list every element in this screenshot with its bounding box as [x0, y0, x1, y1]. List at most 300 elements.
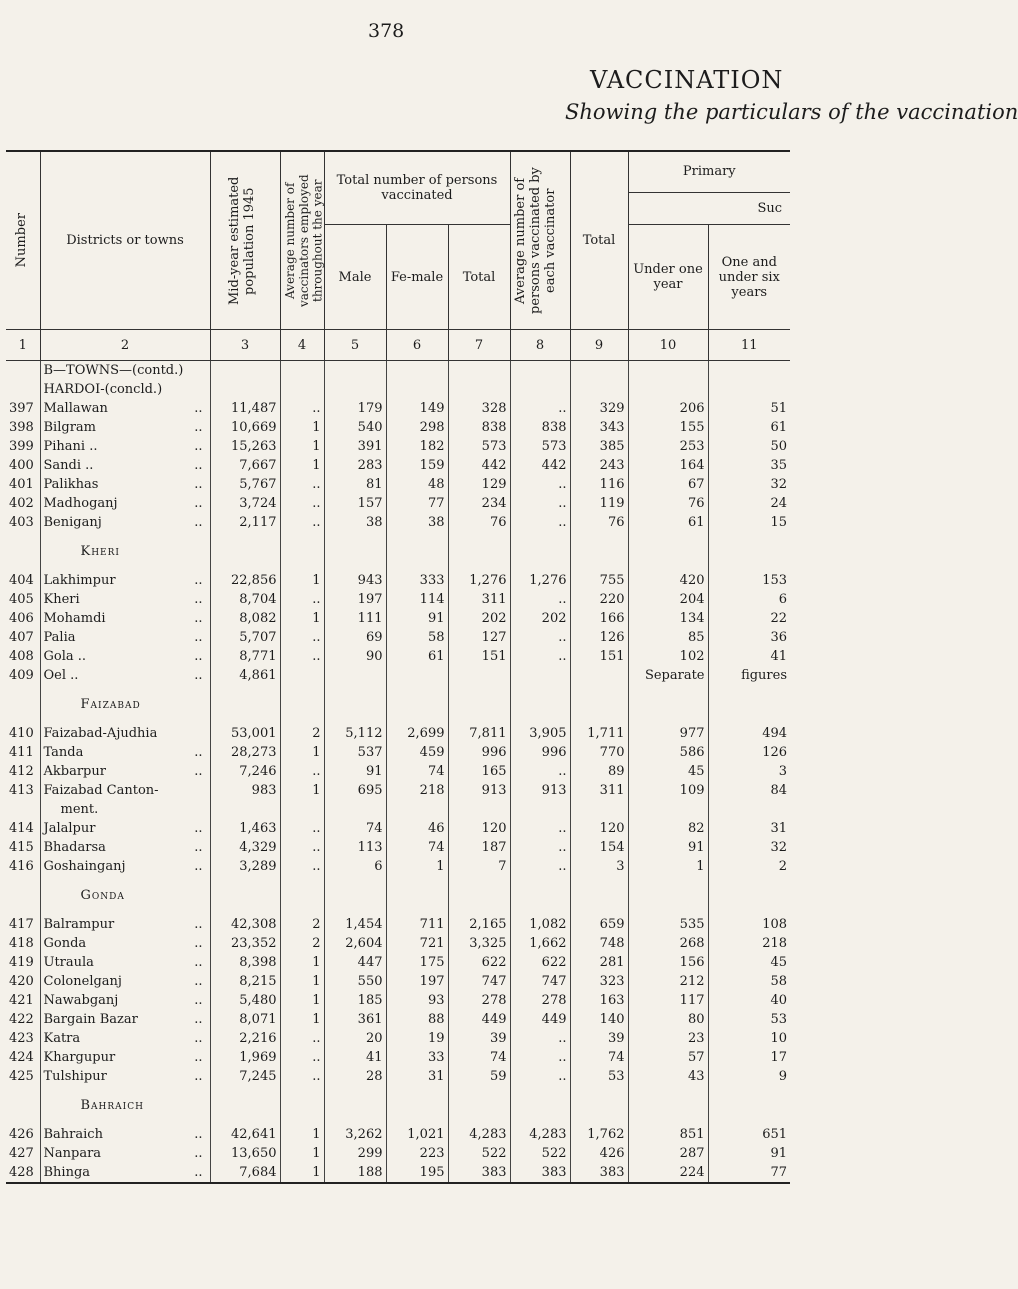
district-heading-row [6, 695, 790, 714]
cell-one6: 41 [708, 647, 790, 666]
spacer-row [6, 1115, 790, 1125]
cell-total: 311 [448, 590, 510, 609]
cell-total: 39 [448, 1029, 510, 1048]
cell-under1: 67 [628, 475, 708, 494]
cell-female: 459 [386, 743, 448, 762]
table-row [6, 762, 790, 781]
cell-male: 91 [324, 762, 386, 781]
table-row [6, 781, 790, 800]
header-districts: Districts or towns [40, 151, 210, 330]
column-number: 10 [628, 330, 708, 361]
cell-female: 182 [386, 437, 448, 456]
cell-female [386, 666, 448, 685]
cell-vac: .. [280, 494, 324, 513]
cell-pop: 10,669 [210, 418, 280, 437]
cell-male: 537 [324, 743, 386, 762]
town-name: Gola .. .. [40, 647, 210, 666]
cell-avg: .. [510, 1048, 570, 1067]
cell-vac: 2 [280, 724, 324, 743]
cell-one6: 10 [708, 1029, 790, 1048]
cell-female: 2,699 [386, 724, 448, 743]
cell-male: 90 [324, 647, 386, 666]
cell-one6: 22 [708, 609, 790, 628]
cell-avg: 442 [510, 456, 570, 475]
cell-ptotal: 1,762 [570, 1125, 628, 1144]
cell-total: 7 [448, 857, 510, 876]
cell-avg: .. [510, 513, 570, 532]
cell-female: 77 [386, 494, 448, 513]
row-serial-number: 397 [9, 401, 34, 416]
cell-under1: 109 [628, 781, 708, 800]
cell-pop: 28,273 [210, 743, 280, 762]
table-row [6, 1048, 790, 1067]
cell-male: 361 [324, 1010, 386, 1029]
cell-under1: 287 [628, 1144, 708, 1163]
column-number: 5 [324, 330, 386, 361]
cell-pop: 3,289 [210, 857, 280, 876]
cell-under1: 164 [628, 456, 708, 475]
header-avg-per-vaccinator: Average number of persons vaccinated by each vaccinator [510, 151, 570, 330]
cell-ptotal: 126 [570, 628, 628, 647]
page-subtitle: Showing the particulars of the vaccination [565, 100, 1018, 124]
cell-male: 188 [324, 1163, 386, 1183]
column-number: 7 [448, 330, 510, 361]
town-name: Bhadarsa .. [40, 838, 210, 857]
cell-ptotal: 74 [570, 1048, 628, 1067]
cell-male: 157 [324, 494, 386, 513]
cell-one6: 50 [708, 437, 790, 456]
table-row [6, 647, 790, 666]
cell-ptotal: 323 [570, 972, 628, 991]
header-population: Mid-year estimated population 1945 [210, 151, 280, 330]
district-heading: Bahraich [40, 1096, 210, 1115]
row-serial-number: 398 [9, 420, 34, 435]
cell-ptotal: 163 [570, 991, 628, 1010]
cell-pop: 23,352 [210, 934, 280, 953]
cell-pop: 7,245 [210, 1067, 280, 1086]
district-heading-row [6, 1096, 790, 1115]
cell-female: 149 [386, 399, 448, 418]
row-serial-number: 423 [9, 1031, 34, 1046]
table-row [6, 857, 790, 876]
cell-male: 6 [324, 857, 386, 876]
cell-under1: 224 [628, 1163, 708, 1183]
cell-total: 3,325 [448, 934, 510, 953]
cell-ptotal: 281 [570, 953, 628, 972]
cell-under1: 1 [628, 857, 708, 876]
cell-under1: 134 [628, 609, 708, 628]
column-number: 8 [510, 330, 570, 361]
table-row [6, 819, 790, 838]
row-serial-number: 401 [9, 477, 34, 492]
cell-pop: 1,463 [210, 819, 280, 838]
cell-male: 179 [324, 399, 386, 418]
cell-under1: 85 [628, 628, 708, 647]
column-number: 1 [6, 330, 40, 361]
cell-ptotal: 119 [570, 494, 628, 513]
cell-vac: 2 [280, 915, 324, 934]
table-row [6, 494, 790, 513]
cell-female: 93 [386, 991, 448, 1010]
row-serial-number: 414 [9, 821, 34, 836]
cell-female: 19 [386, 1029, 448, 1048]
cell-pop: 4,861 [210, 666, 280, 685]
town-name: Sandi .. .. [40, 456, 210, 475]
cell-female: 91 [386, 609, 448, 628]
district-heading: Faizabad [40, 695, 210, 714]
cell-male: 74 [324, 819, 386, 838]
cell-under1: 43 [628, 1067, 708, 1086]
town-name: Mallawan .. [40, 399, 210, 418]
cell-male: 38 [324, 513, 386, 532]
table-row [6, 513, 790, 532]
row-serial-number: 416 [9, 859, 34, 874]
cell-under1: 91 [628, 838, 708, 857]
cell-avg: .. [510, 838, 570, 857]
cell-vac: 1 [280, 1163, 324, 1183]
cell-pop: 2,117 [210, 513, 280, 532]
cell-ptotal: 243 [570, 456, 628, 475]
town-name: Nawabganj .. [40, 991, 210, 1010]
cell-male: 113 [324, 838, 386, 857]
town-name: Jalalpur .. [40, 819, 210, 838]
cell-one6: 36 [708, 628, 790, 647]
table-row [6, 609, 790, 628]
cell-vac: 1 [280, 1144, 324, 1163]
cell-total: 234 [448, 494, 510, 513]
cell-total: 127 [448, 628, 510, 647]
cell-vac: 1 [280, 743, 324, 762]
cell-ptotal: 426 [570, 1144, 628, 1163]
cell-male: 41 [324, 1048, 386, 1067]
cell-vac: .. [280, 1048, 324, 1067]
cell-male: 69 [324, 628, 386, 647]
section-heading-row [6, 380, 790, 399]
cell-vac: .. [280, 399, 324, 418]
cell-pop: 7,246 [210, 762, 280, 781]
row-serial-number: 421 [9, 993, 34, 1008]
cell-female: 223 [386, 1144, 448, 1163]
cell-avg: 4,283 [510, 1125, 570, 1144]
row-serial-number: 427 [9, 1146, 34, 1161]
cell-male: 299 [324, 1144, 386, 1163]
cell-avg: 449 [510, 1010, 570, 1029]
cell-vac: .. [280, 628, 324, 647]
cell-one6: 91 [708, 1144, 790, 1163]
cell-vac: .. [280, 1029, 324, 1048]
vaccination-table [6, 150, 790, 1188]
row-serial-number: 403 [9, 515, 34, 530]
town-name: Bhinga .. [40, 1163, 210, 1183]
cell-male: 540 [324, 418, 386, 437]
cell-one6: 2 [708, 857, 790, 876]
header-under-one: Under one year [628, 225, 708, 330]
town-name: Mohamdi .. [40, 609, 210, 628]
cell-one6: 17 [708, 1048, 790, 1067]
cell-pop: 22,856 [210, 571, 280, 590]
cell-ptotal: 755 [570, 571, 628, 590]
cell-ptotal: 3 [570, 857, 628, 876]
town-name: Bilgram .. [40, 418, 210, 437]
row-serial-number: 426 [9, 1127, 34, 1142]
cell-vac: .. [280, 1067, 324, 1086]
cell-one6: 494 [708, 724, 790, 743]
cell-ptotal: 748 [570, 934, 628, 953]
cell-one6: 35 [708, 456, 790, 475]
cell-pop: 11,487 [210, 399, 280, 418]
cell-total: 4,283 [448, 1125, 510, 1144]
row-serial-number: 411 [9, 745, 34, 760]
table-row [6, 991, 790, 1010]
header-total-persons: Total number of persons vaccinated [324, 151, 510, 225]
town-name: Khargupur .. [40, 1048, 210, 1067]
cell-female: 721 [386, 934, 448, 953]
row-serial-number: 413 [9, 783, 34, 798]
cell-one6: 126 [708, 743, 790, 762]
cell-under1: 206 [628, 399, 708, 418]
cell-female: 195 [386, 1163, 448, 1183]
cell-male: 28 [324, 1067, 386, 1086]
cell-male: 81 [324, 475, 386, 494]
page-title: VACCINATION [590, 66, 784, 94]
cell-male: 20 [324, 1029, 386, 1048]
cell-male: 391 [324, 437, 386, 456]
town-name: Oel .. .. [40, 666, 210, 685]
row-serial-number: 424 [9, 1050, 34, 1065]
cell-female: 1 [386, 857, 448, 876]
cell-female: 197 [386, 972, 448, 991]
cell-vac: .. [280, 762, 324, 781]
cell-pop: 7,667 [210, 456, 280, 475]
cell-one6: 651 [708, 1125, 790, 1144]
cell-male: 283 [324, 456, 386, 475]
table-row [6, 1067, 790, 1086]
cell-one6: 77 [708, 1163, 790, 1183]
cell-female: 333 [386, 571, 448, 590]
cell-avg: 747 [510, 972, 570, 991]
column-number: 9 [570, 330, 628, 361]
cell-total: 165 [448, 762, 510, 781]
cell-total: 2,165 [448, 915, 510, 934]
cell-ptotal: 39 [570, 1029, 628, 1048]
table-row [6, 418, 790, 437]
cell-one6: 9 [708, 1067, 790, 1086]
cell-avg: .. [510, 628, 570, 647]
cell-female: 38 [386, 513, 448, 532]
cell-pop: 4,329 [210, 838, 280, 857]
cell-avg: 1,662 [510, 934, 570, 953]
table-row [6, 1029, 790, 1048]
row-serial-number: 410 [9, 726, 34, 741]
table-row [6, 590, 790, 609]
cell-pop: 8,082 [210, 609, 280, 628]
cell-avg: 1,276 [510, 571, 570, 590]
town-name: Bahraich .. [40, 1125, 210, 1144]
cell-pop: 3,724 [210, 494, 280, 513]
cell-pop: 8,398 [210, 953, 280, 972]
row-serial-number: 419 [9, 955, 34, 970]
town-name: Goshainganj .. [40, 857, 210, 876]
cell-vac: 1 [280, 609, 324, 628]
cell-ptotal: 220 [570, 590, 628, 609]
cell-male: 550 [324, 972, 386, 991]
cell-female: 74 [386, 762, 448, 781]
row-serial-number: 405 [9, 592, 34, 607]
table-row [6, 953, 790, 972]
cell-pop: 8,071 [210, 1010, 280, 1029]
cell-under1: 23 [628, 1029, 708, 1048]
cell-avg: .. [510, 475, 570, 494]
cell-avg: 996 [510, 743, 570, 762]
table-body [6, 361, 790, 1184]
town-name: Tulshipur .. [40, 1067, 210, 1086]
town-name: Madhoganj .. [40, 494, 210, 513]
cell-ptotal: 116 [570, 475, 628, 494]
header-primary: Primary Suc [628, 151, 790, 225]
cell-male: 1,454 [324, 915, 386, 934]
cell-under1: 80 [628, 1010, 708, 1029]
cell-female: 48 [386, 475, 448, 494]
header-total: Total [448, 225, 510, 330]
cell-female: 74 [386, 838, 448, 857]
cell-male: 197 [324, 590, 386, 609]
header-primary-total: Total [570, 151, 628, 330]
cell-avg: .. [510, 647, 570, 666]
row-serial-number: 425 [9, 1069, 34, 1084]
row-serial-number: 399 [9, 439, 34, 454]
cell-ptotal: 770 [570, 743, 628, 762]
cell-female: 88 [386, 1010, 448, 1029]
cell-pop: 8,704 [210, 590, 280, 609]
cell-total: 120 [448, 819, 510, 838]
cell-vac: .. [280, 590, 324, 609]
cell-total: 996 [448, 743, 510, 762]
table-row [6, 475, 790, 494]
cell-ptotal: 166 [570, 609, 628, 628]
cell-ptotal: 311 [570, 781, 628, 800]
cell-avg: 622 [510, 953, 570, 972]
cell-vac: 2 [280, 934, 324, 953]
header-male: Male [324, 225, 386, 330]
cell-vac: .. [280, 838, 324, 857]
town-name: Utraula .. [40, 953, 210, 972]
table-row [6, 1163, 790, 1183]
table-row [6, 934, 790, 953]
cell-vac: 1 [280, 571, 324, 590]
cell-pop: 7,684 [210, 1163, 280, 1183]
town-name: Tanda .. [40, 743, 210, 762]
cell-vac: 1 [280, 991, 324, 1010]
cell-pop: 1,969 [210, 1048, 280, 1067]
cell-ptotal: 1,711 [570, 724, 628, 743]
cell-pop: 8,771 [210, 647, 280, 666]
cell-female: 61 [386, 647, 448, 666]
table-row [6, 437, 790, 456]
cell-avg: .. [510, 1029, 570, 1048]
cell-vac: 1 [280, 437, 324, 456]
spacer-row [6, 561, 790, 571]
table-row [6, 972, 790, 991]
district-heading: Gonda [40, 886, 210, 905]
row-serial-number: 418 [9, 936, 34, 951]
cell-ptotal: 53 [570, 1067, 628, 1086]
header-female: Fe-male [386, 225, 448, 330]
cell-vac: .. [280, 857, 324, 876]
cell-under1: 57 [628, 1048, 708, 1067]
cell-avg: 278 [510, 991, 570, 1010]
cell-one6: 6 [708, 590, 790, 609]
cell-one6: 32 [708, 475, 790, 494]
row-serial-number: 412 [9, 764, 34, 779]
cell-total: 151 [448, 647, 510, 666]
cell-one6: 32 [708, 838, 790, 857]
cell-pop: 2,216 [210, 1029, 280, 1048]
column-number: 3 [210, 330, 280, 361]
cell-total: 187 [448, 838, 510, 857]
cell-vac: 1 [280, 456, 324, 475]
cell-female: 711 [386, 915, 448, 934]
cell-pop: 5,480 [210, 991, 280, 1010]
cell-female: 33 [386, 1048, 448, 1067]
cell-avg: .. [510, 819, 570, 838]
column-number: 2 [40, 330, 210, 361]
cell-one6: 58 [708, 972, 790, 991]
table-row [6, 571, 790, 590]
cell-total: 59 [448, 1067, 510, 1086]
page-number: 378 [368, 20, 405, 42]
cell-female: 114 [386, 590, 448, 609]
town-name: Bargain Bazar .. [40, 1010, 210, 1029]
cell-vac: 1 [280, 781, 324, 800]
cell-female: 58 [386, 628, 448, 647]
cell-total: 129 [448, 475, 510, 494]
cell-ptotal: 659 [570, 915, 628, 934]
cell-total: 76 [448, 513, 510, 532]
cell-under1: 586 [628, 743, 708, 762]
cell-vac [280, 666, 324, 685]
cell-pop: 53,001 [210, 724, 280, 743]
row-serial-number: 406 [9, 611, 34, 626]
row-serial-number: 428 [9, 1165, 34, 1180]
cell-one6: 108 [708, 915, 790, 934]
table-row [6, 628, 790, 647]
district-heading: Kheri [40, 542, 210, 561]
cell-one6: 45 [708, 953, 790, 972]
cell-female: 159 [386, 456, 448, 475]
cell-vac: 1 [280, 418, 324, 437]
cell-female: 175 [386, 953, 448, 972]
cell-avg: .. [510, 857, 570, 876]
cell-avg: 3,905 [510, 724, 570, 743]
town-name: Colonelganj .. [40, 972, 210, 991]
row-serial-number: 415 [9, 840, 34, 855]
cell-vac: 1 [280, 972, 324, 991]
town-name: Kheri .. [40, 590, 210, 609]
cell-avg: 522 [510, 1144, 570, 1163]
cell-under1: 253 [628, 437, 708, 456]
cell-under1: 977 [628, 724, 708, 743]
spacer-row [6, 532, 790, 542]
cell-avg: 838 [510, 418, 570, 437]
town-name: Palia .. [40, 628, 210, 647]
cell-under1: 61 [628, 513, 708, 532]
cell-pop: 13,650 [210, 1144, 280, 1163]
cell-one6: 61 [708, 418, 790, 437]
cell-pop: 42,641 [210, 1125, 280, 1144]
town-name: Beniganj .. [40, 513, 210, 532]
cell-pop: 8,215 [210, 972, 280, 991]
cell-avg: .. [510, 590, 570, 609]
